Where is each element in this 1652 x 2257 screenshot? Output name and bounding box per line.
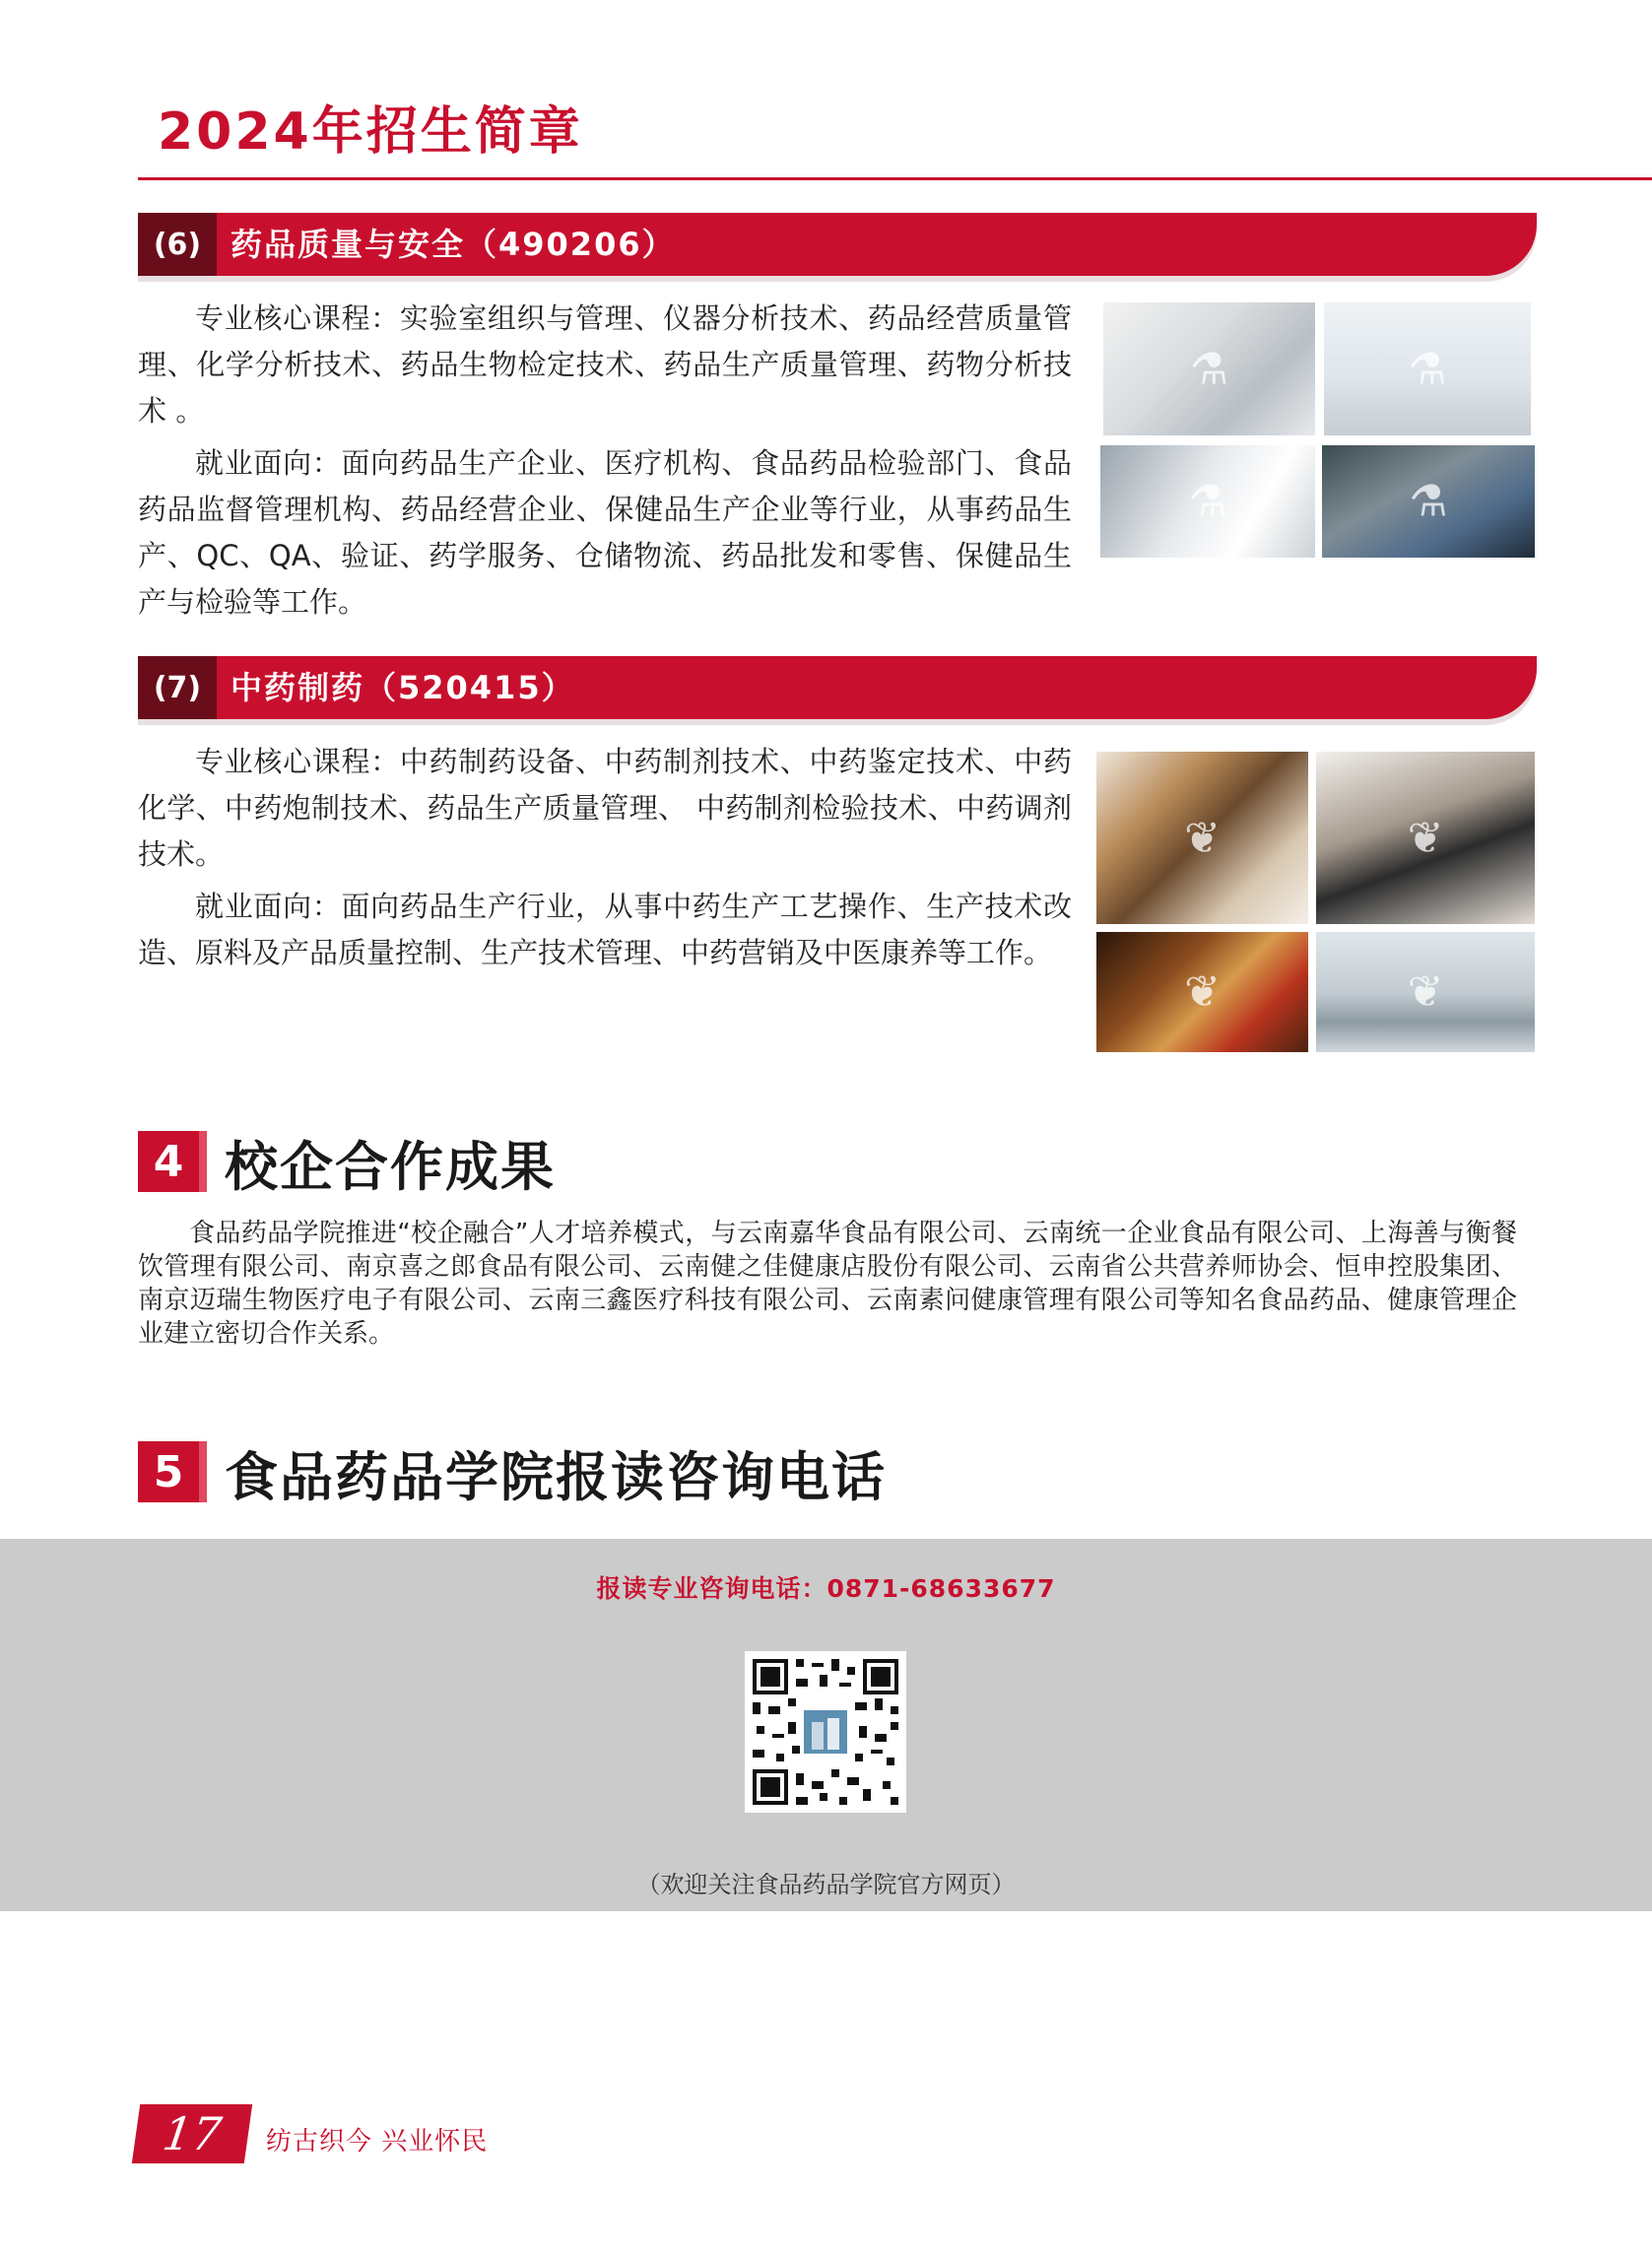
leaf-icon: ❦ [1184,966,1221,1018]
tcm-factory-photo [1316,932,1535,1052]
document-title: 2024年招生简章 [158,102,583,162]
section-4-number: 4 [138,1131,199,1192]
factory-icon: ❦ [1407,966,1444,1018]
flask-icon: ⚗ [1189,344,1229,394]
pipette-icon: ⚗ [1409,476,1448,527]
herb-icon: ❦ [1184,813,1221,863]
page-number [132,2104,252,2163]
footer-slogan: 纺古织今 兴业怀民 [266,2127,489,2157]
consult-phone: 报读专业咨询电话：0871-68633677 [596,1574,1056,1603]
beaker-icon: ⚗ [1188,476,1227,527]
qr-code-icon [745,1651,906,1813]
major-7-number: (7) [138,656,217,719]
section-5-number: 5 [138,1441,199,1502]
major-7-courses: 专业核心课程：中药制药设备、中药制剂技术、中药鉴定技术、中药化学、中药炮制技术、药品生产质量管理、 中药制剂检验技术、中药调剂技术。 [138,745,1072,871]
lab-instrument-photo [1103,302,1315,435]
page-number-text: 17 [159,2107,226,2160]
major-7-careers: 就业面向：面向药品生产行业，从事中药生产工艺操作、生产技术改造、原料及产品质量控制、生产技术管理、中药营销及中医康养等工作。 [138,890,1072,969]
lab-researcher-photo [1324,302,1531,435]
microscope-icon: ⚗ [1408,344,1447,394]
major-7-bar [138,656,1537,719]
section-4-body: 食品药品学院推进“校企融合”人才培养模式，与云南嘉华食品有限公司、云南统一企业食品有限公司、上海善与衡餐饮管理有限公司、南京喜之郎食品有限公司、云南健之佳健康店股份有限公司、云南省公共营养师协会、恒申控股集团、南京迈瑞生物医疗电子有限公司、云南三鑫医疗科技有限公司、云南素问健康管理有限公司等知名食品药品、健康管理企业建立密切合作关系。 [138,1219,1517,1349]
major-6-bar [138,213,1537,276]
students-icon: ❦ [1407,813,1444,863]
major-6-name: 药品质量与安全（490206） [231,226,676,263]
section-4-title: 校企合作成果 [225,1136,556,1198]
lab-equipment-photo [1322,445,1535,558]
major-7-name: 中药制药（520415） [231,669,575,706]
major-6-careers: 就业面向：面向药品生产企业、医疗机构、食品药品检验部门、食品药品监督管理机构、药品经营企业、保健品生产企业等行业，从事药品生产、QC、QA、验证、药学服务、仓储物流、药品批发和零售、保健品生产与检验等工作。 [138,446,1072,619]
follow-caption: （欢迎关注食品药品学院官方网页） [636,1871,1016,1898]
qr-code[interactable] [745,1651,906,1813]
tcm-paintings-photo [1096,752,1308,924]
major-6-courses: 专业核心课程：实验室组织与管理、仪器分析技术、药品经营质量管理、化学分析技术、药品生物检定技术、药品生产质量管理、药物分析技术 。 [138,301,1072,428]
tcm-students-photo [1316,752,1535,924]
tcm-herbs-photo [1096,932,1308,1052]
header-rule [138,177,1652,180]
section-5-title: 食品药品学院报读咨询电话 [225,1446,887,1508]
lab-student-photo [1100,445,1315,558]
major-6-number: (6) [138,213,217,276]
